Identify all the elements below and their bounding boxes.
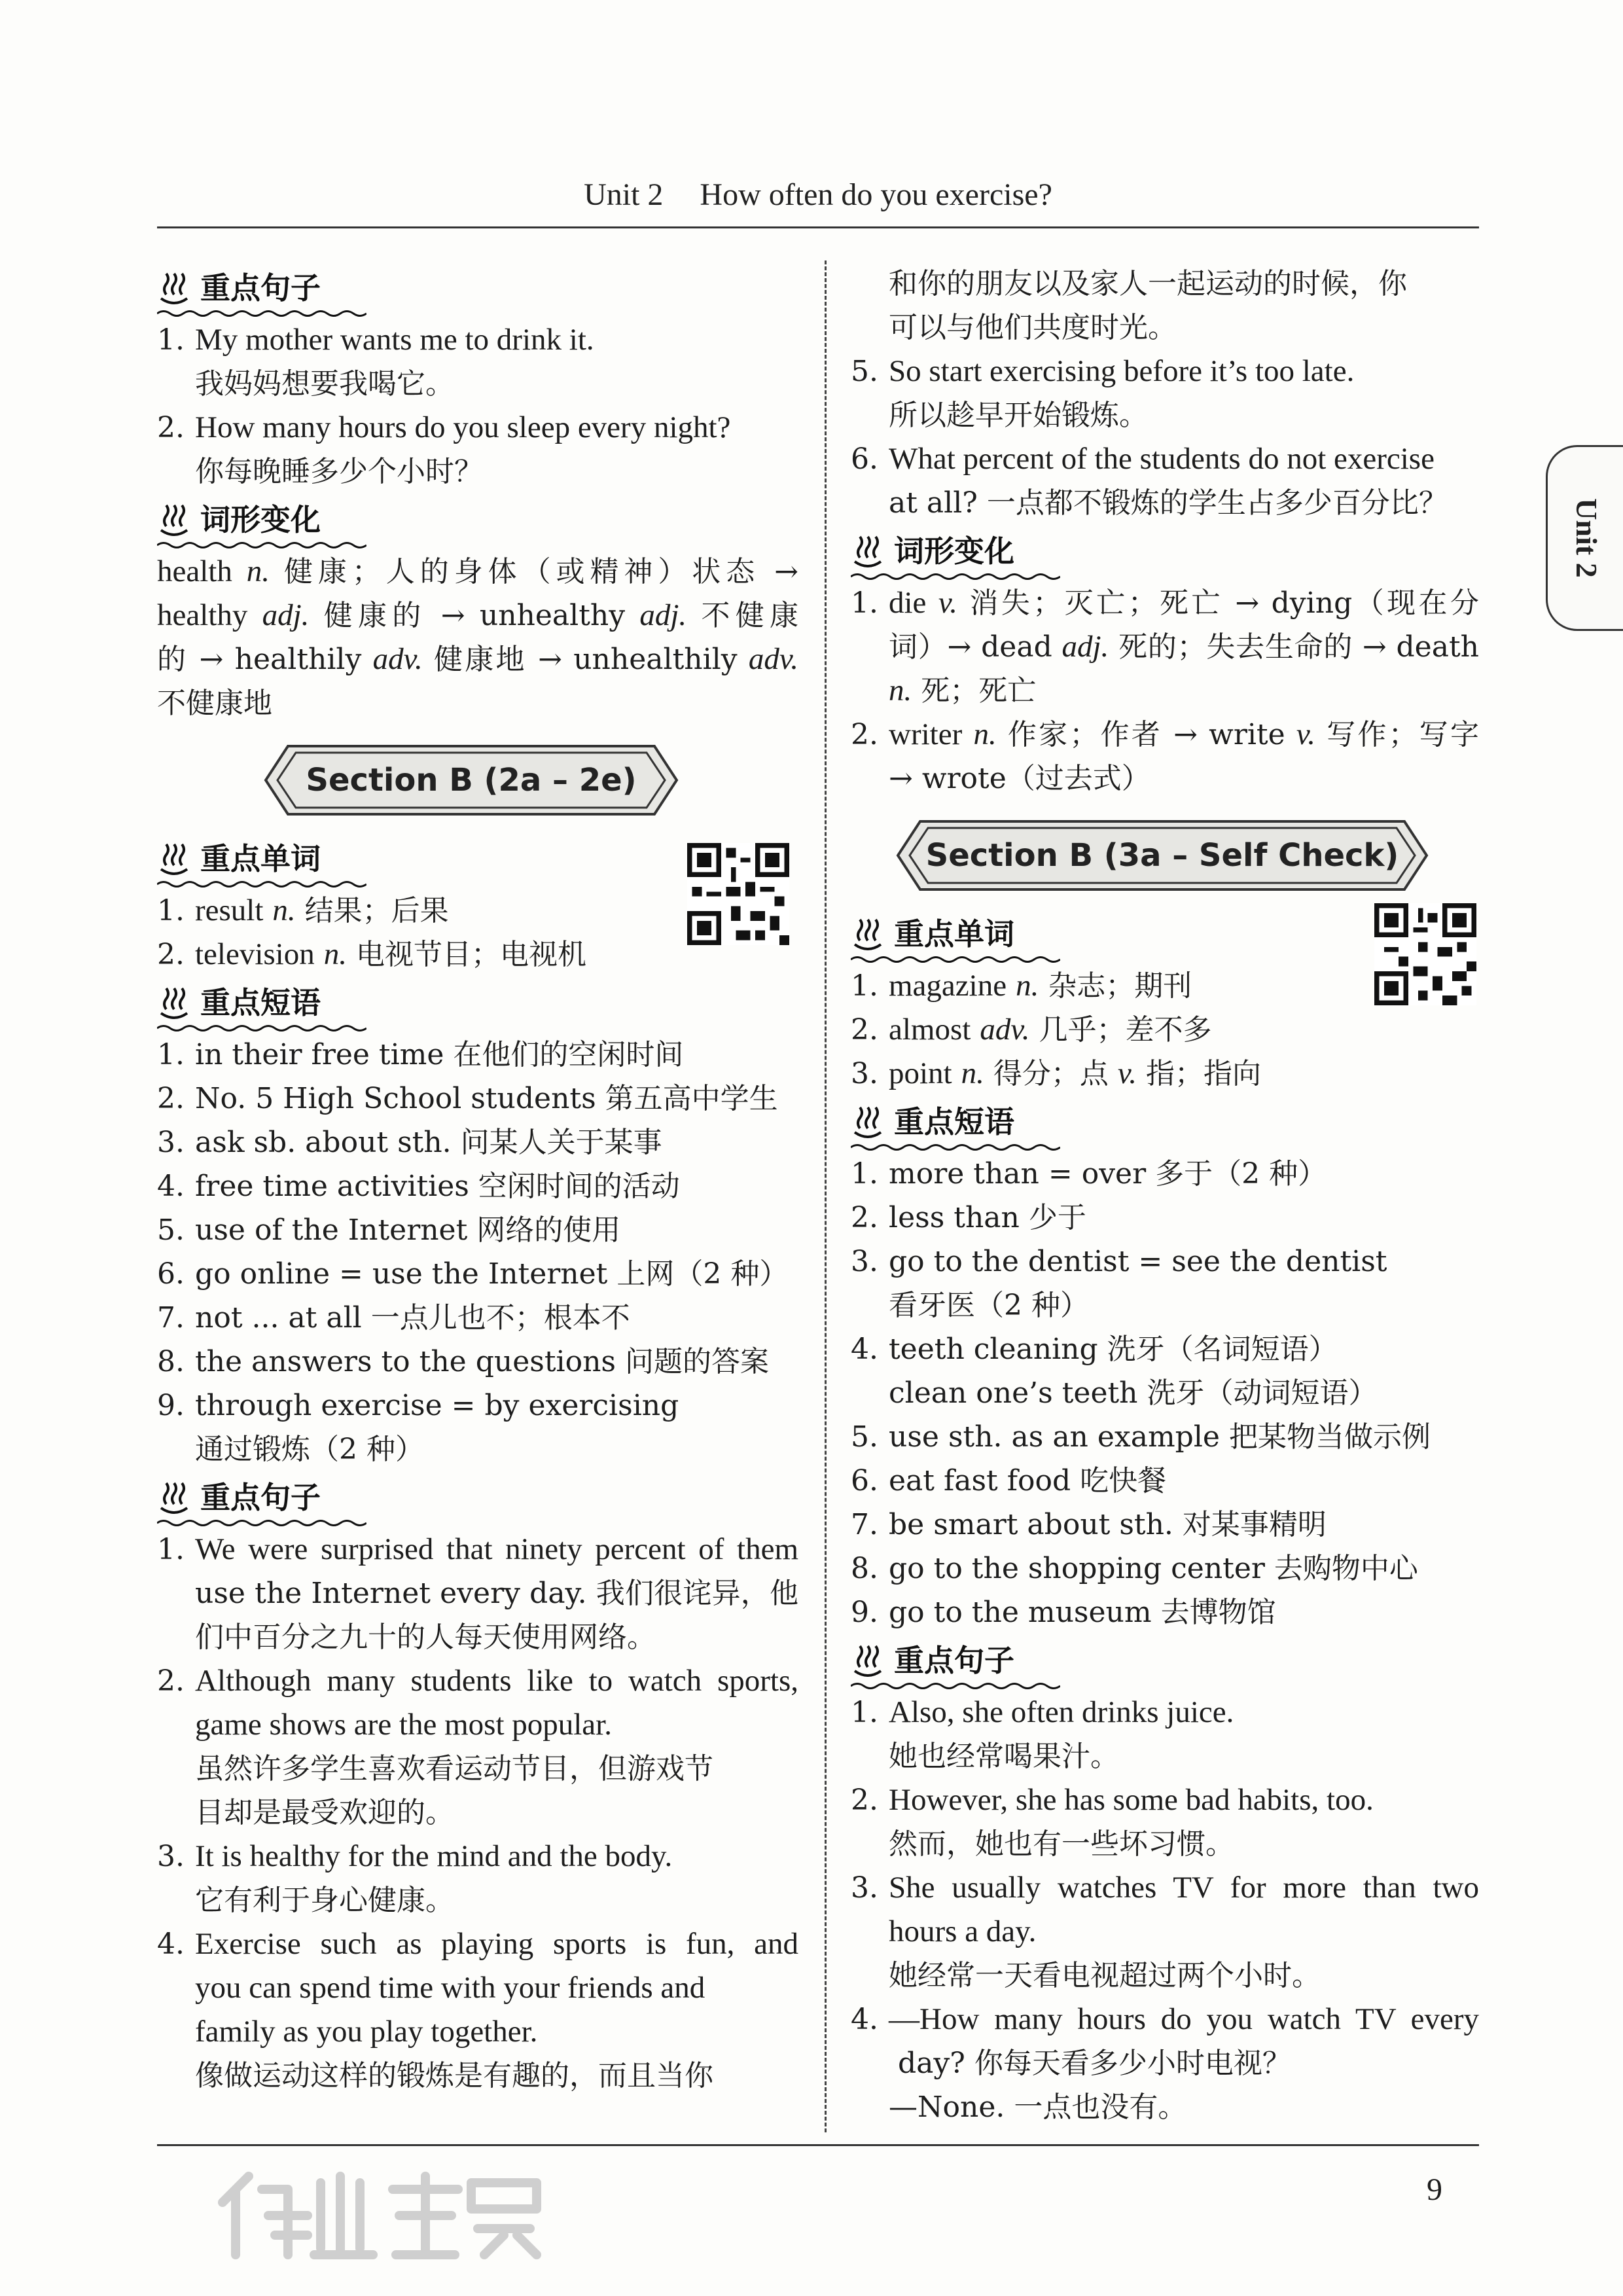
heading-key-sentences-3: [851, 1640, 1014, 1681]
wavy-underline: [157, 880, 366, 889]
section-banner: [894, 817, 1431, 893]
footer-rule: [157, 2144, 1479, 2146]
sentence-item: 3. She usually watches TV for more than two: [851, 1871, 1479, 1905]
wavy-underline: [157, 1024, 366, 1033]
hot-spring-icon: [157, 501, 191, 538]
sentence-line: game shows are the most popular.: [195, 1708, 612, 1742]
header-rule: [157, 226, 1479, 228]
sentence-translation: 你每晚睡多少个小时？: [195, 455, 483, 488]
phrase-continuation: 通过锻炼（2 种）: [195, 1433, 424, 1466]
phrase-item: 5. use of the Internet 网络的使用: [157, 1213, 621, 1247]
hot-spring-icon: [851, 1103, 885, 1140]
phrase-item: 6. eat fast food 吃快餐: [851, 1464, 1167, 1498]
sentence-line: 像做运动这样的锻炼是有趣的，而且当你: [195, 2059, 713, 2092]
sentence-line: use the Internet every day. 我们很诧异，他: [195, 1577, 798, 1610]
phrase-continuation: clean one’s teeth 洗牙（动词短语）: [889, 1376, 1378, 1410]
word-item: 2. television n. 电视节目；电视机: [157, 937, 586, 971]
phrase-item: 1. more than = over 多于（2 种）: [851, 1157, 1327, 1191]
heading-word-forms-2: [851, 530, 1014, 572]
wavy-underline: [851, 955, 1060, 964]
word-item: 2. almost adv. 几乎；差不多: [851, 1013, 1212, 1047]
phrase-item: 8. go to the shopping center 去购物中心: [851, 1552, 1418, 1585]
heading-text: 重点单词: [200, 841, 321, 876]
wavy-underline: [851, 1143, 1060, 1152]
heading-word-forms: [157, 499, 321, 541]
phrase-item: 4. free time activities 空闲时间的活动: [157, 1170, 680, 1203]
sentence-translation: 我妈妈想要我喝它。: [195, 367, 454, 401]
word-form-line: 不健康地: [157, 687, 272, 720]
sentence-item: 3. It is healthy for the mind and the body.: [157, 1839, 673, 1873]
page-header: [157, 177, 1479, 213]
sentence-item: 6. What percent of the students do not exercise: [851, 442, 1435, 476]
sentence-line: 们中百分之九十的人每天使用网络。: [195, 1621, 656, 1654]
wavy-underline: [157, 1518, 366, 1528]
wavy-underline: [157, 309, 366, 318]
sentence-item: 4. Exercise such as playing sports is fun, and: [157, 1927, 798, 1961]
phrase-item: 8. the answers to the questions 问题的答案: [157, 1345, 769, 1378]
sentence-item: 1. We were surprised that ninety percent of them: [157, 1532, 798, 1566]
word-form-item: 2. writer n. 作家；作者 → write v. 写作；写字: [851, 717, 1480, 751]
heading-text: 重点单词: [894, 916, 1014, 952]
heading-key-words-2: [851, 913, 1014, 955]
sentence-item: 4. —How many hours do you watch TV every: [851, 2002, 1479, 2036]
section-banner: [262, 742, 681, 818]
qr-code-icon: [1374, 903, 1476, 1005]
heading-key-sentences: [157, 267, 321, 309]
heading-key-words: [157, 838, 321, 880]
sentence-translation: 所以趁早开始锻炼。: [889, 399, 1148, 432]
right-column: [851, 262, 1479, 2129]
sentence-item: 2. How many hours do you sleep every night?: [157, 410, 731, 444]
sentence-item: 1. Also, she often drinks juice.: [851, 1695, 1234, 1729]
phrase-item: 7. not ... at all 一点儿也不；根本不: [157, 1301, 630, 1335]
column-divider: [825, 260, 827, 2132]
wavy-underline: [851, 1681, 1060, 1691]
phrase-item: 9. go to the museum 去博物馆: [851, 1596, 1276, 1629]
word-form-item: 1. die v. 消失；灭亡；死亡 → dying（现在分: [851, 586, 1479, 620]
watermark-logo: [209, 2163, 550, 2268]
word-item: 3. point n. 得分；点 v. 指；指向: [851, 1056, 1261, 1090]
word-form-line: healthy adj. 健康的 → unhealthy adj. 不健康: [157, 598, 798, 632]
header-unit: Unit 2: [584, 177, 664, 212]
phrase-item: 3. go to the dentist = see the dentist: [851, 1245, 1387, 1278]
heading-key-sentences-2: [157, 1477, 321, 1518]
wavy-underline: [157, 541, 366, 550]
sentence-continuation: 和你的朋友以及家人一起运动的时候，你: [889, 267, 1407, 300]
heading-text: 重点句子: [200, 1480, 321, 1515]
banner-text: Section B (2a – 2e): [306, 762, 637, 798]
heading-key-phrases: [157, 982, 321, 1024]
hot-spring-icon: [851, 916, 885, 952]
heading-text: 词形变化: [894, 533, 1014, 569]
phrase-continuation: 看牙医（2 种）: [889, 1289, 1089, 1322]
sentence-continuation: 可以与他们共度时光。: [889, 311, 1177, 344]
sentence-line: you can spend time with your friends and: [195, 1971, 705, 2005]
heading-text: 重点短语: [200, 985, 321, 1020]
phrase-item: 9. through exercise = by exercising: [157, 1389, 679, 1422]
phrase-item: 6. go online = use the Internet 上网（2 种）: [157, 1257, 789, 1291]
phrase-item: 5. use sth. as an example 把某物当做示例: [851, 1420, 1431, 1454]
word-form-line: health n. 健康；人的身体（或精神）状态 →: [157, 554, 798, 588]
word-item: 1. result n. 结果；后果: [157, 893, 449, 927]
sentence-line: at all? 一点都不锻炼的学生占多少百分比？: [889, 486, 1448, 520]
phrase-item: 1. in their free time 在他们的空闲时间: [157, 1038, 684, 1071]
word-form-line: n. 死；死亡: [889, 673, 1037, 708]
sentence-item: 1. My mother wants me to drink it.: [157, 323, 594, 357]
sentence-line: 目却是最受欢迎的。: [195, 1796, 454, 1829]
word-form-line: 的 → healthily adv. 健康地 → unhealthily adv.: [157, 642, 798, 676]
heading-key-phrases-2: [851, 1101, 1014, 1143]
word-form-line: → wrote（过去式）: [889, 762, 1150, 795]
phrase-item: 4. teeth cleaning 洗牙（名词短语）: [851, 1333, 1338, 1366]
unit-side-tab-label: Unit 2: [1570, 498, 1603, 578]
sentence-translation: 她经常一天看电视超过两个小时。: [889, 1959, 1321, 1992]
sentence-item: 2. However, she has some bad habits, too.: [851, 1783, 1374, 1817]
sentence-translation: 然而，她也有一些坏习惯。: [889, 1827, 1234, 1861]
hot-spring-icon: [157, 1479, 191, 1516]
unit-side-tab: [1546, 445, 1623, 631]
sentence-line: hours a day.: [889, 1914, 1037, 1948]
heading-text: 重点句子: [200, 270, 321, 306]
left-column: [157, 262, 798, 2098]
sentence-line: 它有利于身心健康。: [195, 1884, 454, 1917]
hot-spring-icon: [851, 533, 885, 569]
sentence-item: 5. So start exercising before it’s too late.: [851, 354, 1355, 388]
phrase-item: 2. less than 少于: [851, 1201, 1086, 1234]
sentence-item: 2. Although many students like to watch sports,: [157, 1664, 798, 1698]
sentence-translation: 她也经常喝果汁。: [889, 1740, 1119, 1773]
word-item: 1. magazine n. 杂志；期刊: [851, 969, 1192, 1003]
heading-text: 词形变化: [200, 502, 321, 537]
hot-spring-icon: [157, 984, 191, 1021]
sentence-line: 虽然许多学生喜欢看运动节目，但游戏节: [195, 1752, 713, 1785]
phrase-item: 3. ask sb. about sth. 问某人关于某事: [157, 1126, 662, 1159]
phrase-item: 7. be smart about sth. 对某事精明: [851, 1508, 1327, 1541]
banner-text: Section B (3a – Self Check): [925, 837, 1399, 874]
word-form-line: 词）→ dead adj. 死的；失去生命的 → death: [889, 630, 1479, 664]
hot-spring-icon: [157, 270, 191, 306]
phrase-item: 2. No. 5 High School students 第五高中学生: [157, 1082, 778, 1115]
hot-spring-icon: [851, 1642, 885, 1679]
qr-code-icon: [687, 843, 789, 945]
header-title: How often do you exercise?: [700, 177, 1052, 212]
sentence-line: family as you play together.: [195, 2015, 538, 2049]
heading-text: 重点句子: [894, 1643, 1014, 1678]
sentence-line: day? 你每天看多少小时电视？: [898, 2047, 1291, 2080]
wavy-underline: [851, 572, 1060, 581]
hot-spring-icon: [157, 840, 191, 877]
heading-text: 重点短语: [894, 1104, 1014, 1139]
sentence-line: —None. 一点也没有。: [889, 2090, 1187, 2124]
page-number: 9: [1427, 2172, 1442, 2207]
